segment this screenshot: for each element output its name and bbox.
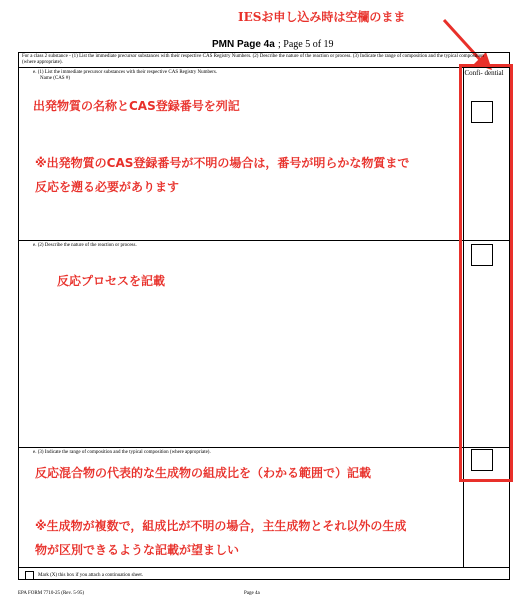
page-pagination: ; Page 5 of 19 [278,39,334,50]
continuation-label: Mark (X) this box if you attach a continuation sheet. [38,573,143,578]
instructions-divider [18,67,510,68]
top-annotation-note: IESお申し込み時は空欄のまま [238,10,406,24]
confidential-header: Confi- dential [464,69,504,77]
section-e3-note-1: 反応混合物の代表的な生成物の組成比を（わかる範囲で）記載 [35,466,372,480]
confidential-highlight-frame [459,64,513,482]
section-divider-1 [18,240,510,241]
section-e1-sublabel: Name (CAS #) [40,76,70,81]
section-e1-note-2: ※出発物質のCAS登録番号が不明の場合は，番号が明らかな物質まで [35,156,410,170]
section-e3-label: e. (3) Indicate the range of composition and the typical composition (where appropriate). [33,450,211,455]
section-e1-note-3: 反応を遡る必要があります [35,180,180,194]
section-e3-note-2: ※生成物が複数で，組成比が不明の場合，主生成物とそれ以外の生成 [35,519,407,533]
page-header [212,39,334,50]
form-instructions: For a class 2 substance - (1) List the immediate precursor substances with their respective CAS Registry Numbers. (2) Describe the nature of the reaction or process. (3) Indicate the range of composition and the typical composition (where appropriate). [22,54,484,65]
section-e2-label: e. (2) Describe the nature of the reaction or process. [33,243,137,248]
section-e1-note-1: 出発物質の名称とCAS登録番号を列記 [33,99,240,113]
section-e3-note-3: 物が区別できるような記載が望ましい [35,543,240,557]
continuation-checkbox[interactable] [25,571,34,580]
continuation-divider [18,567,510,568]
section-e2-note-1: 反応プロセスを記載 [57,274,166,288]
section-divider-2 [18,447,510,448]
footer-page-label: Page 4a [244,591,260,596]
form-frame [18,52,510,580]
page-title: PMN Page 4a [212,39,275,50]
footer-form-id: EPA FORM 7710-25 (Rev. 5-95) [18,591,85,596]
section-e1-label: e. (1) List the immediate precursor substances with their respective CAS Registry Numbers. [33,70,218,75]
